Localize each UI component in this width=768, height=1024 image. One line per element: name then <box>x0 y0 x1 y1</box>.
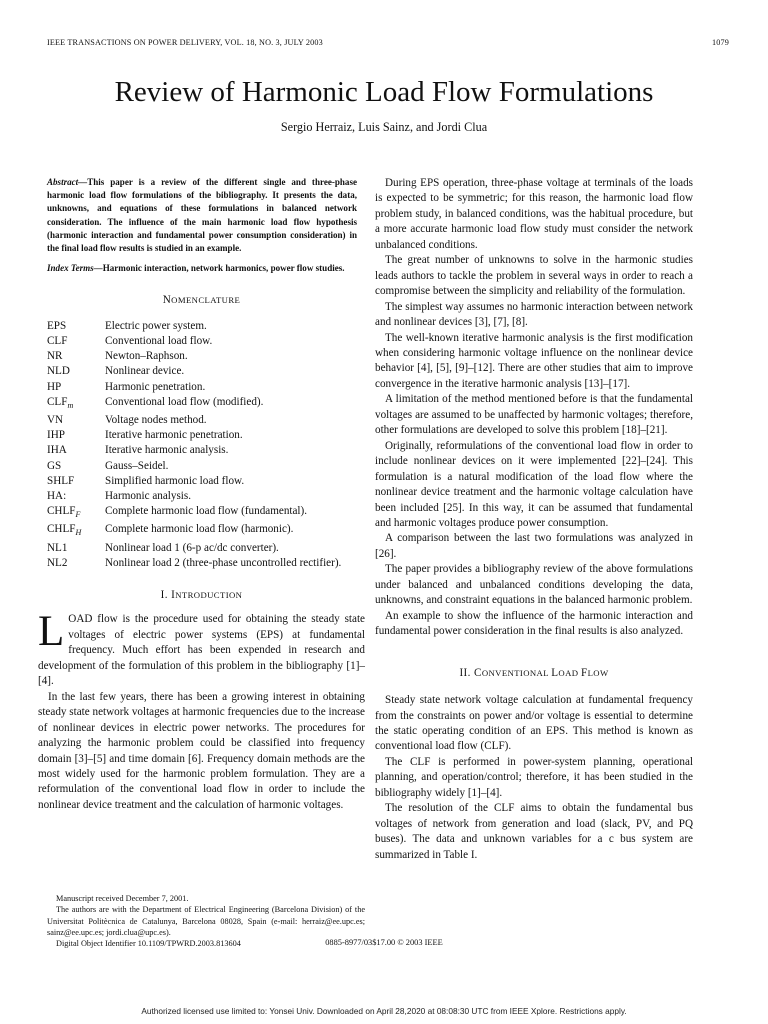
nomenclature-row <box>38 489 365 504</box>
body-paragraph: A limitation of the method mentioned before is that the fundamental voltages are assumed to be unaffected by harmonic voltages; therefore, other formulations are developed to solve this problem [18]–[21]. <box>375 393 693 437</box>
nomenclature-abbr: NL2 <box>47 556 68 569</box>
nomenclature-abbr: NL1 <box>47 541 68 554</box>
abstract-text: This paper is a review of the different single and three-phase harmonic load flow formulations of the bibliography. It presents the data, unknowns, and equations of these formulations in balanced network consideration. The influence of the main harmonic load flow hypothesis (harmonic interaction and fundamental power consumption consideration) in the final load flow results is studied in an example. <box>47 177 357 254</box>
nomenclature-row <box>38 364 365 379</box>
nomenclature-row <box>38 319 365 334</box>
nomenclature-row <box>38 443 365 458</box>
nomenclature-abbr: IHP <box>47 429 65 442</box>
nomenclature-definition: Complete harmonic load flow (harmonic). <box>105 523 294 536</box>
nomenclature-row <box>38 556 365 571</box>
nomenclature-definition: Nonlinear device. <box>105 365 185 378</box>
nomenclature-abbr: CLF <box>47 335 68 348</box>
right-column <box>375 176 693 863</box>
abstract <box>38 176 365 275</box>
nomenclature-definition: Newton–Raphson. <box>105 350 188 363</box>
license-notice: Authorized licensed use limited to: Yonsei Univ. Downloaded on April 28,2020 at 08:08:30 UTC from IEEE Xplore. Restrictions apply. <box>141 1006 627 1016</box>
paper-title: Review of Harmonic Load Flow Formulations <box>114 76 654 108</box>
nomenclature-heading: NOMENCLATURE <box>162 294 241 307</box>
nomenclature-definition: Harmonic analysis. <box>105 489 192 502</box>
nomenclature-row <box>38 474 365 489</box>
nomenclature-abbr: NLD <box>47 365 70 378</box>
index-terms <box>47 262 357 275</box>
body-paragraph: A comparison between the last two formulations was analyzed in [26]. <box>375 532 693 560</box>
section-2-paragraph: The resolution of the CLF aims to obtain the fundamental bus voltages of network from generation and load (slack, PV, and PQ buses). The data and unknown variables for a c bus system are summarized in Table I. <box>375 802 693 861</box>
body-paragraph: During EPS operation, three-phase voltage at terminals of the loads is expected to be symmetric; for this reason, the harmonic load flow problem study, in balanced conditions, was the habitual procedure, but a more accurate harmonic load flow study must consider the network unbalanced conditions. <box>375 177 693 251</box>
nomenclature-row <box>38 522 365 540</box>
nomenclature-table <box>38 319 365 571</box>
nomenclature-abbr: GS <box>47 459 62 472</box>
nomenclature-row <box>38 349 365 364</box>
body-paragraph: The simplest way assumes no harmonic interaction between network and nonlinear devices [3], [7], [8]. <box>375 300 693 329</box>
nomenclature-definition: Nonlinear load 2 (three-phase uncontrolled rectifier). <box>105 556 342 569</box>
nomenclature-definition: Iterative harmonic penetration. <box>105 429 243 442</box>
nomenclature-definition: Nonlinear load 1 (6-p ac/dc converter). <box>105 541 279 554</box>
nomenclature-abbr: $CLF_m$ <box>47 395 74 410</box>
nomenclature-abbr: $CHLF_H$ <box>47 523 82 538</box>
nomenclature-definition: Complete harmonic load flow (fundamental). <box>105 504 308 517</box>
nomenclature-abbr: $CHLF_F$ <box>47 504 81 520</box>
section-2-paragraph: The CLF is performed in power-system planning, operational planning, and operation/control; therefore, it has been studied in the bibliography widely [1]–[4]. <box>375 755 693 799</box>
left-column <box>38 176 365 813</box>
paper-authors: Sergio Herraiz, Luis Sainz, and Jordi Clua <box>280 120 488 134</box>
body-paragraph: The well-known iterative harmonic analysis is the first modification when considering harmonic voltage influence on the nonlinear device behavior [4], [5], [9]–[12]. There are other studies that aim to improve convergence in the iterative harmonic analysis [13]–[17]. <box>375 331 693 390</box>
footnote-affiliation: The authors are with the Department of Electrical Engineering (Barcelona Division) of the Universitat Politècnica de Catalunya, Barcelona 08028, Spain (e-mail: herraiz@ee.upc.es; sainz@ee.upc.es; jordi.clua@upc.es). <box>47 905 365 937</box>
footnote-received: Manuscript received December 7, 2001. <box>56 894 189 903</box>
nomenclature-abbr: IHA <box>47 444 67 457</box>
nomenclature-abbr: VN <box>47 414 64 427</box>
page-number: 1079 <box>712 38 729 47</box>
issn-copyright: 0885-8977/03$17.00 © 2003 IEEE <box>325 938 443 947</box>
body-paragraph: The paper provides a bibliography review of the above formulations under balanced and unbalanced conditions developing the data, unknowns, and constraint equations in the balanced harmonic problem. <box>375 563 693 607</box>
nomenclature-row <box>38 380 365 395</box>
abstract-label: Abstract— <box>47 177 88 187</box>
journal-name: IEEE TRANSACTIONS ON POWER DELIVERY, VOL. 18, NO. 3, JULY 2003 <box>47 38 323 47</box>
nomenclature-definition: Conventional load flow (modified). <box>105 395 264 408</box>
nomenclature-definition: Electric power system. <box>105 319 207 332</box>
nomenclature-row <box>38 541 365 556</box>
nomenclature-definition: Harmonic penetration. <box>105 380 206 393</box>
index-terms-text: Harmonic interaction, network harmonics, power flow studies. <box>102 263 345 274</box>
intro-paragraph-2: In the last few years, there has been a growing interest in obtaining steady state network voltages at harmonic frequencies due to the increase of nonlinear devices in electric power networks. The procedures for analyzing the harmonic problem could be classified into frequency domain [3]–[5] and time domain [6]. Frequency domain methods are the most widely used for the harmonic problem formulation. They are a reformulation of the conventional load flow in order to include the nonlinear device treatment and the calculation of harmonic voltages. <box>38 690 365 811</box>
nomenclature-row <box>38 395 365 413</box>
drop-cap: L <box>38 608 65 656</box>
nomenclature-row <box>38 504 365 522</box>
body-paragraph: Originally, reformulations of the conventional load flow in order to include nonlinear devices on it were implemented [22]–[24]. This formulation is a natural modification of the load flow where the nonlinear device treatment and the harmonic voltage calculation have been included [25]. In this way, it can be assumed that fundamental and harmonic voltages produce power consumption. <box>375 439 693 529</box>
nomenclature-abbr: SHLF <box>47 474 75 487</box>
nomenclature-row <box>38 334 365 349</box>
nomenclature-abbr: NR <box>47 350 63 363</box>
running-head <box>47 38 729 52</box>
section-2-heading: II. CONVENTIONAL LOAD FLOW <box>459 666 609 679</box>
nomenclature-abbr: HP <box>47 380 62 393</box>
nomenclature-abbr: HA: <box>47 489 67 502</box>
intro-heading: I. INTRODUCTION <box>160 589 243 602</box>
body-paragraph: The great number of unknowns to solve in the harmonic studies leads authors to tackle the problem in several ways in order to reach a compromise between the simplicity and reliability of the formulation. <box>375 254 693 298</box>
body-paragraph: An example to show the influence of the harmonic interaction and fundamental power consideration in the final results is also analyzed. <box>375 609 693 638</box>
nomenclature-definition: Voltage nodes method. <box>105 414 207 427</box>
intro-paragraph-1: LOAD flow is the procedure used for obtaining the steady state voltages of electric power systems (EPS) at fundamental frequency. Much effort has been expended in research and development of the formulation of this problem in the bibliography [1]–[4]. <box>38 608 365 688</box>
nomenclature-row <box>38 428 365 443</box>
nomenclature-row <box>38 413 365 428</box>
nomenclature-definition: Simplified harmonic load flow. <box>105 474 245 487</box>
nomenclature-definition: Gauss–Seidel. <box>105 459 169 472</box>
footnote-doi: Digital Object Identifier 10.1109/TPWRD.2003.813604 <box>56 939 241 949</box>
nomenclature-definition: Conventional load flow. <box>105 335 213 348</box>
nomenclature-definition: Iterative harmonic analysis. <box>105 444 229 457</box>
nomenclature-abbr: EPS <box>47 319 67 332</box>
nomenclature-row <box>38 459 365 474</box>
section-2-paragraph: Steady state network voltage calculation at fundamental frequency from the constraints on power and/or voltage is essential to determine the static operating condition of an EPS. This method is known as conventional load flow (CLF). <box>375 694 693 753</box>
index-terms-label: Index Terms— <box>47 263 103 274</box>
